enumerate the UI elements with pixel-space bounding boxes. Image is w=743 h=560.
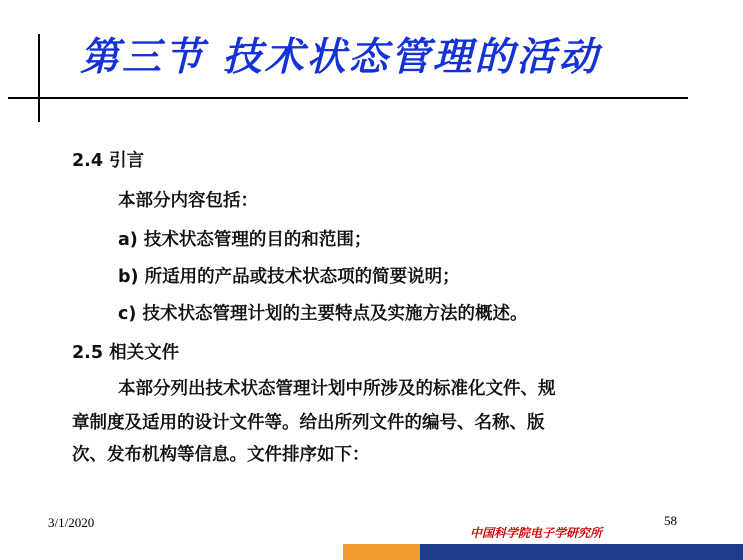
slide-title: 第三节 技术状态管理的活动 bbox=[80, 34, 601, 80]
list-item-b: b) 所适用的产品或技术状态项的简要说明； bbox=[118, 267, 460, 287]
section-heading-2-5: 2.5 相关文件 bbox=[72, 343, 180, 363]
footer-date: 3/1/2020 bbox=[48, 515, 95, 530]
section-heading-2-4: 2.4 引言 bbox=[72, 151, 145, 171]
page-number: 58 bbox=[664, 513, 677, 528]
footer-bar-orange bbox=[343, 544, 420, 560]
paragraph-line-1: 本部分列出技术状态管理计划中所涉及的标准化文件、规 bbox=[118, 379, 556, 399]
intro-text: 本部分内容包括： bbox=[118, 191, 258, 211]
paragraph-line-3: 次、发布机构等信息。文件排序如下： bbox=[72, 445, 370, 465]
list-item-a: a) 技术状态管理的目的和范围； bbox=[118, 230, 372, 250]
list-item-c: c) 技术状态管理计划的主要特点及实施方法的概述。 bbox=[118, 304, 528, 324]
paragraph-line-2: 章制度及适用的设计文件等。给出所列文件的编号、名称、版 bbox=[72, 413, 545, 433]
footer-bar-blue bbox=[420, 544, 743, 560]
organization-name: 中国科学院电子学研究所 bbox=[470, 526, 603, 540]
